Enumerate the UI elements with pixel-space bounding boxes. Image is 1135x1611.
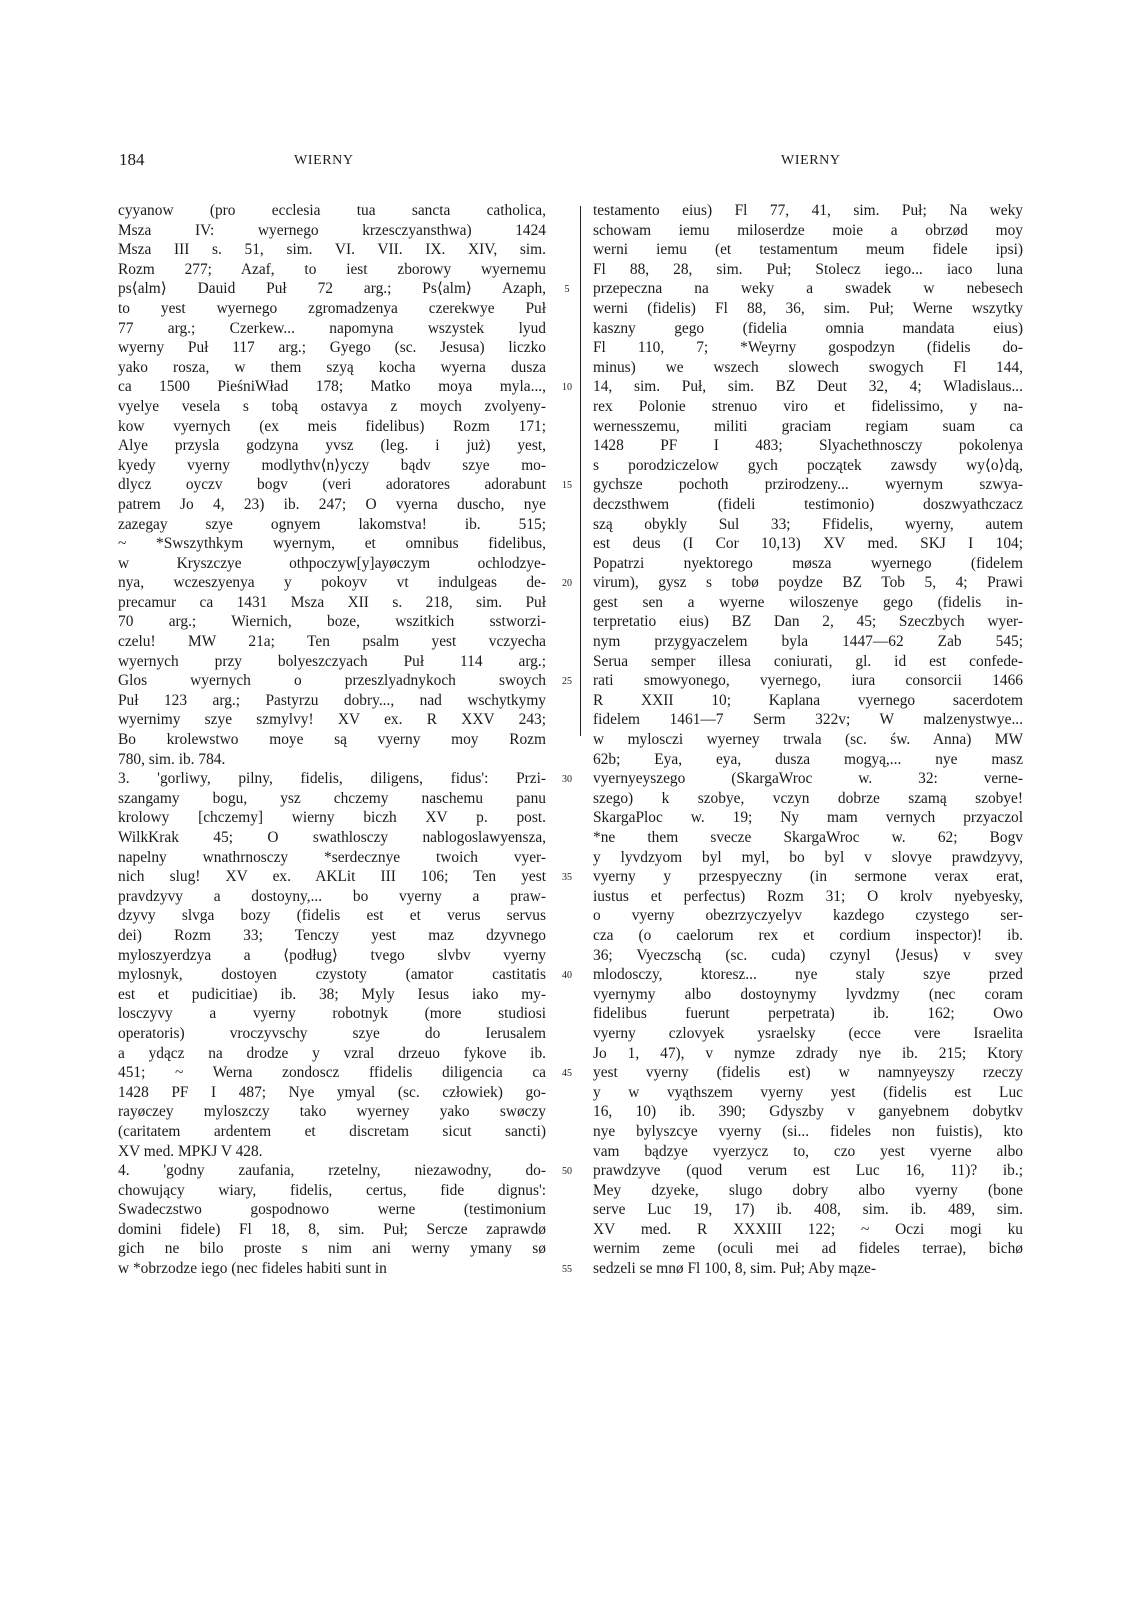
text-line: XV med. MPKJ V 428. (118, 1142, 263, 1160)
text-line: Msza III s. 51, sim. VI. VII. IX. XIV, sim. (118, 241, 546, 259)
text-line: prawdzyve (quod verum est Luc 16, 11)? ib.; (593, 1162, 1023, 1180)
text-line: przepeczna na weky a swadek w nebesech (593, 280, 1023, 298)
text-line: Jo 1, 47), v nymze zdrady nye ib. 215; Ktory (593, 1044, 1023, 1062)
line-number: 15 (562, 480, 572, 492)
text-line: iustus et perfectus) Rozm 31; O krolv nyebyesky, (593, 887, 1023, 905)
text-line: Glos wyernych o przeszlyadnykoch swoych (118, 672, 546, 690)
text-line: sedzeli se mnø Fl 100, 8, sim. Puł; Aby mąze- (593, 1260, 876, 1278)
text-line: 14, sim. Puł, sim. BZ Deut 32, 4; Wladislaus... (593, 378, 1023, 396)
text-line: 1428 PF I 483; Slyachethnosczy pokolenya (593, 437, 1023, 455)
text-line: chowujący wiary, fidelis, certus, fide dignus': (118, 1181, 546, 1199)
text-line: precamur ca 1431 Msza XII s. 218, sim. Puł (118, 593, 546, 611)
right-column (593, 201, 1023, 1278)
text-line: to yest wyernego zgromadzenya czerekwye Puł (118, 299, 546, 317)
text-line: minus) we wszech slowech swogych Fl 144, (593, 358, 1023, 376)
text-line: myloszyerdzya a ⟨podług⟩ tvego slvbv vyerny (118, 946, 546, 964)
text-line: 77 arg.; Czerkew... napomyna wszystek lyud (118, 319, 546, 337)
text-line: wernesszemu, militi graciam regiam suam ca (593, 417, 1023, 435)
text-line: 36; Vyeczschą (sc. cuda) czynyl ⟨Jesus⟩ v svey (593, 946, 1023, 964)
text-line: yako rosza, w them szyą kocha wyerna dusza (118, 358, 546, 376)
text-line: rex Polonie strenuo viro et fidelissimo, y na- (593, 397, 1023, 415)
page-number: 184 (119, 150, 145, 169)
text-line: y lyvdzyom byl myl, bo byl v slovye prawdzyvy, (593, 848, 1023, 866)
text-line: Rozm 277; Azaf, to iest zborowy wyernemu (118, 260, 546, 278)
text-line: ca 1500 PieśniWład 178; Matko moya myla..., (118, 378, 546, 396)
text-line: *ne them svecze SkargaWroc w. 62; Bogv (593, 829, 1023, 846)
text-line: Popatrzi nyektorego møsza wyernego (fidelem (593, 554, 1023, 572)
text-line: werni iemu (et testamentum meum fidele ipsi) (593, 241, 1023, 259)
text-line: s porodziczelow gych początek zawsdy wy⟨o⟩dą, (593, 456, 1023, 474)
line-number: 25 (562, 676, 572, 688)
text-line: czelu! MW 21a; Ten psalm yest vczyecha (118, 633, 546, 651)
text-line: Fl 88, 28, sim. Puł; Stolecz iego... iaco luna (593, 260, 1023, 278)
text-line: vam bądzye vyerzycz to, czo yest vyerne albo (593, 1142, 1023, 1160)
text-line: 4. 'godny zaufania, rzetelny, niezawodny, do- (118, 1162, 546, 1180)
text-line: w *obrzodze iego (nec fideles habiti sunt in (118, 1260, 387, 1278)
text-line: krolowy [chczemy] wierny biczh XV p. post. (118, 809, 546, 827)
text-line: kaszny gego (fidelia omnia mandata eius) (593, 319, 1023, 337)
text-line: wyerny Puł 117 arg.; Gyego (sc. Jesusa) liczko (118, 339, 546, 357)
text-line: ~ *Swszythkym wyernym, et omnibus fidelibus, (118, 535, 546, 553)
text-line: rayøczey myloszczy tako wyerney yako swøczy (118, 1103, 546, 1121)
left-column (118, 201, 546, 1278)
line-number: 5 (564, 284, 570, 296)
text-line: kyedy vyerny modlythv⟨n⟩yczy bądv szye mo- (118, 456, 546, 474)
column-divider (580, 206, 581, 736)
text-line: w mylosczi wyerney trwala (sc. św. Anna) MW (593, 731, 1023, 749)
text-line: dei) Rozm 33; Tenczy yest maz dzyvnego (118, 926, 546, 944)
line-number: 30 (562, 774, 572, 786)
line-number: 10 (562, 382, 572, 394)
text-line: fidelibus fuerunt perpetrata) ib. 162; Owo (593, 1005, 1023, 1023)
line-number: 45 (562, 1068, 572, 1080)
text-line: gest sen a wyerne wiloszenye gego (fidelis in- (593, 593, 1023, 611)
text-line: est et pudicitiae) ib. 38; Myly Iesus iako my- (118, 985, 546, 1003)
text-line: zazegay szye ognyem lakomstva! ib. 515; (118, 515, 546, 533)
text-line: napelny wnathrnosczy *serdecznye twoich vyer- (118, 848, 546, 866)
text-line: schowam iemu miloserdze moie a obrzød moy (593, 221, 1023, 239)
text-line: vyerny czlovyek ysraelsky (ecce vere Israelita (593, 1024, 1023, 1042)
text-line: mlodosczy, ktoresz... nye staly szye przed (593, 966, 1023, 984)
text-line: fidelem 1461—7 Serm 322v; W malzenystwye... (593, 711, 1023, 729)
text-line: nya, wczeszyenya y pokoyv vt indulgeas de- (118, 574, 546, 592)
text-line: szego) k szobye, vczyn dobrze szamą szobye! (593, 789, 1023, 807)
text-line: wyernimy szye szmylvy! XV ex. R XXV 243; (118, 711, 546, 729)
text-line: testamento eius) Fl 77, 41, sim. Puł; Na weky (593, 202, 1023, 219)
text-line: w Kryszczye othpoczyw[y]ayøczym ochlodzye- (118, 554, 546, 572)
text-line: SkargaPloc w. 19; Ny mam vernych przyaczol (593, 809, 1023, 827)
text-line: mylosnyk, dostoyen czystoty (amator castitatis (118, 966, 546, 984)
running-head-right: WIERNY (781, 153, 841, 168)
text-line: werni (fidelis) Fl 88, 36, sim. Puł; Werne wszytky (593, 299, 1023, 317)
text-line: 1428 PF I 487; Nye ymyal (sc. człowiek) go- (118, 1083, 546, 1101)
text-line: deczsthwem (fideli testimonio) doszwyathczacz (593, 495, 1023, 513)
text-line: 16, 10) ib. 390; Gdyszby v ganyebnem dobytkv (593, 1103, 1023, 1121)
text-line: gychsze pochoth przirodzeny... wyernym szwya- (593, 476, 1023, 494)
text-line: gich ne bilo proste s nim ani werny ymany sø (118, 1240, 546, 1258)
text-line: domini fidele) Fl 18, 8, sim. Puł; Sercze zaprawdø (118, 1220, 546, 1238)
text-line: Alye przysla godzyna yvsz (leg. i już) yest, (118, 437, 546, 455)
text-line: szangamy bogu, ysz chczemy naschemu panu (118, 789, 546, 807)
text-line: dlycz oyczv bogv (veri adoratores adorabunt (118, 476, 546, 494)
text-line: a ydącz na drodze y vzral drzeuo fykove ib. (118, 1044, 546, 1062)
text-line: 451; ~ Werna zondoscz ffidelis diligencia ca (118, 1064, 546, 1082)
text-line: virum), gysz s tobø poydze BZ Tob 5, 4; Prawi (593, 574, 1023, 592)
text-line: 780, sim. ib. 784. (118, 750, 226, 768)
text-line: terpretatio eius) BZ Dan 2, 45; Szeczbych wyer- (593, 613, 1023, 631)
line-number: 35 (562, 872, 572, 884)
text-line: o vyerny obezrzyczyelyv kazdego czystego ser- (593, 907, 1023, 925)
text-line: WilkKrak 45; O swathlosczy nablogoslawyensza, (118, 829, 546, 846)
text-line: Msza IV: wyernego krzesczyansthwa) 1424 (118, 221, 546, 239)
text-line: est deus (I Cor 10,13) XV med. SKJ I 104; (593, 535, 1023, 553)
text-line: Puł 123 arg.; Pastyrzu dobry..., nad wschytkymy (118, 691, 546, 709)
line-number: 55 (562, 1264, 572, 1276)
line-number: 40 (562, 970, 572, 982)
text-line: cyyanow (pro ecclesia tua sancta catholica, (118, 202, 546, 219)
text-line: dzyvy slvga bozy (fidelis est et verus servus (118, 907, 546, 925)
text-line: pravdzyvy a dostoyny,... bo vyerny a praw- (118, 887, 546, 905)
text-line: serve Luc 19, 17) ib. 408, sim. ib. 489, sim. (593, 1201, 1023, 1219)
line-number: 20 (562, 578, 572, 590)
text-line: nym przygyaczelem byla 1447—62 Zab 545; (593, 633, 1023, 651)
text-line: nich slug! XV ex. AKLit III 106; Ten yest (118, 868, 546, 886)
text-line: wyernych przy bolyeszczyach Puł 114 arg.; (118, 652, 546, 670)
text-line: vyerny y przespyeczny (in sermone verax erat, (593, 868, 1023, 886)
text-line: Serua semper illesa coniurati, gl. id est confede- (593, 652, 1023, 670)
text-line: 3. 'gorliwy, pilny, fidelis, diligens, fidus': Przi- (118, 770, 546, 788)
text-line: vyernymy albo dostoynymy lyvdzmy (nec coram (593, 985, 1023, 1003)
text-line: 70 arg.; Wiernich, boze, wszitkich sstworzi- (118, 613, 546, 631)
text-line: R XXII 10; Kaplana vyernego sacerdotem (593, 691, 1023, 709)
text-line: yest vyerny (fidelis est) w namnyeyszy rzeczy (593, 1064, 1023, 1082)
line-number: 50 (562, 1166, 572, 1178)
text-line: XV med. R XXXIII 122; ~ Oczi mogi ku (593, 1220, 1023, 1238)
text-line: y w vyąthszem vyerny yest (fidelis est Luc (593, 1083, 1023, 1101)
text-line: Fl 110, 7; *Weyrny gospodzyn (fidelis do- (593, 339, 1023, 357)
text-line: patrem Jo 4, 23) ib. 247; O vyerna duscho, nye (118, 495, 546, 513)
running-head-left: WIERNY (294, 153, 354, 168)
text-line: vyelye vesela s tobą ostavya z moych zvolyeny- (118, 397, 546, 415)
text-line: wernim zeme (oculi mei ad fideles terrae), bichø (593, 1240, 1023, 1258)
text-line: vyernyeyszego (SkargaWroc w. 32: verne- (593, 770, 1023, 788)
text-line: 62b; Eya, eya, dusza mogyą,... nye masz (593, 750, 1023, 768)
text-line: Mey dzyeke, slugo dobry albo vyerny (bone (593, 1181, 1023, 1199)
text-line: nye bylyszcye vyerny (si... fideles non fuistis), kto (593, 1122, 1023, 1140)
text-line: kow vyernych (ex meis fidelibus) Rozm 171; (118, 417, 546, 435)
text-line: Bo krolewstwo moye są vyerny moy Rozm (118, 731, 546, 749)
text-line: (caritatem ardentem et discretam sicut sancti) (118, 1122, 546, 1140)
text-line: operatoris) vroczyvschy szye do Ierusalem (118, 1024, 546, 1042)
text-line: cza (o caelorum rex et cordium inspector)! ib. (593, 926, 1023, 944)
text-line: ps⟨alm⟩ Dauid Puł 72 arg.; Ps⟨alm⟩ Azaph, (118, 280, 546, 298)
text-line: rati smowyonego, vyernego, iura consorcii 1466 (593, 672, 1023, 690)
text-line: losczyvy a vyerny robotnyk (more studiosi (118, 1005, 546, 1023)
text-line: Swadeczstwo gospodnowo werne (testimonium (118, 1201, 546, 1219)
text-line: szą obykly Sul 33; Ffidelis, wyerny, autem (593, 515, 1023, 533)
